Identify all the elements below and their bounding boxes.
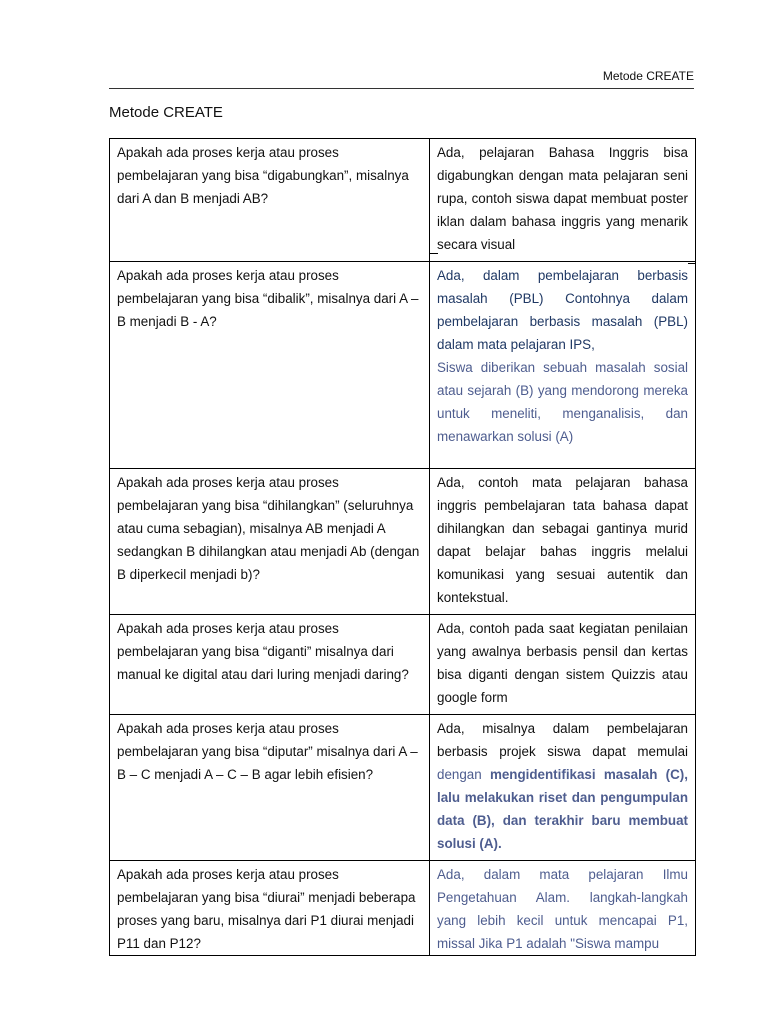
answer-text: Ada, pelajaran Bahasa Inggris bisa digabungkan dengan mata pelajaran seni rupa, contoh siswa dapat membuat poster iklan dalam bahasa inggris yang menarik secara visual	[437, 145, 688, 252]
answer-text: Ada, misalnya dalam pembelajaran berbasis projek siswa dapat memulai	[437, 721, 688, 759]
answer-cell	[430, 861, 696, 956]
create-method-table	[109, 138, 696, 956]
question-cell: Apakah ada proses kerja atau proses pembelajaran yang bisa “dihilangkan” (seluruhnya atau cuma sebagian), misalnya AB menjadi A sedangkan B dihilangkan atau menjadi Ab (dengan B diperkecil menjadi b)?	[110, 469, 430, 615]
answer-text: Ada, contoh pada saat kegiatan penilaian yang awalnya berbasis pensil dan kertas bisa diganti dengan sistem Quizzis atau google form	[437, 621, 688, 705]
table-row	[110, 469, 696, 615]
answer-text-bold: mengidentifikasi masalah (C), lalu melakukan riset dan pengumpulan data (B), dan terakhir baru membuat solusi (A).	[437, 767, 688, 851]
question-cell: Apakah ada proses kerja atau proses pembelajaran yang bisa “dibalik”, misalnya dari A – B menjadi B - A?	[110, 262, 430, 469]
answer-text: Ada, dalam pembelajaran berbasis masalah (PBL) Contohnya dalam pembelajaran berbasis masalah (PBL) dalam mata pelajaran IPS,	[437, 268, 688, 352]
answer-cell	[430, 615, 696, 715]
header-rule	[109, 88, 694, 89]
question-cell: Apakah ada proses kerja atau proses pembelajaran yang bisa “digabungkan”, misalnya dari A dan B menjadi AB?	[110, 139, 430, 262]
answer-text: Ada, dalam mata pelajaran Ilmu Pengetahuan Alam. langkah-langkah yang lebih kecil untuk mencapai P1, missal Jika P1 adalah "Siswa mampu	[437, 867, 688, 951]
question-cell: Apakah ada proses kerja atau proses pembelajaran yang bisa “diputar” misalnya dari A – B – C menjadi A – C – B agar lebih efisien?	[110, 715, 430, 861]
answer-cell	[430, 262, 696, 469]
table-edit-marker-left	[430, 253, 438, 254]
question-cell: Apakah ada proses kerja atau proses pembelajaran yang bisa “diganti” misalnya dari manual ke digital atau dari luring menjadi daring?	[110, 615, 430, 715]
question-cell: Apakah ada proses kerja atau proses pembelajaran yang bisa “diurai” menjadi beberapa proses yang baru, misalnya dari P1 diurai menjadi P11 dan P12?	[110, 861, 430, 956]
answer-text: Ada, contoh mata pelajaran bahasa inggris pembelajaran tata bahasa dapat dihilangkan dan sebagai gantinya murid dapat belajar bahas inggris melalui komunikasi yang sesuai autentik dan kontekstual.	[437, 475, 688, 605]
answer-cell	[430, 715, 696, 861]
table-edit-marker-right	[688, 263, 696, 264]
table-row	[110, 861, 696, 956]
table-row	[110, 615, 696, 715]
table-row	[110, 262, 696, 469]
table-row	[110, 139, 696, 262]
answer-text-continued: Siswa diberikan sebuah masalah sosial atau sejarah (B) yang mendorong mereka untuk meneliti, menganalisis, dan menawarkan solusi (A)	[437, 360, 688, 444]
table-row	[110, 715, 696, 861]
page-header: Metode CREATE	[602, 69, 694, 83]
answer-text-highlight: dengan	[437, 767, 482, 782]
document-title: Metode CREATE	[109, 104, 223, 121]
answer-cell	[430, 139, 696, 262]
answer-cell	[430, 469, 696, 615]
